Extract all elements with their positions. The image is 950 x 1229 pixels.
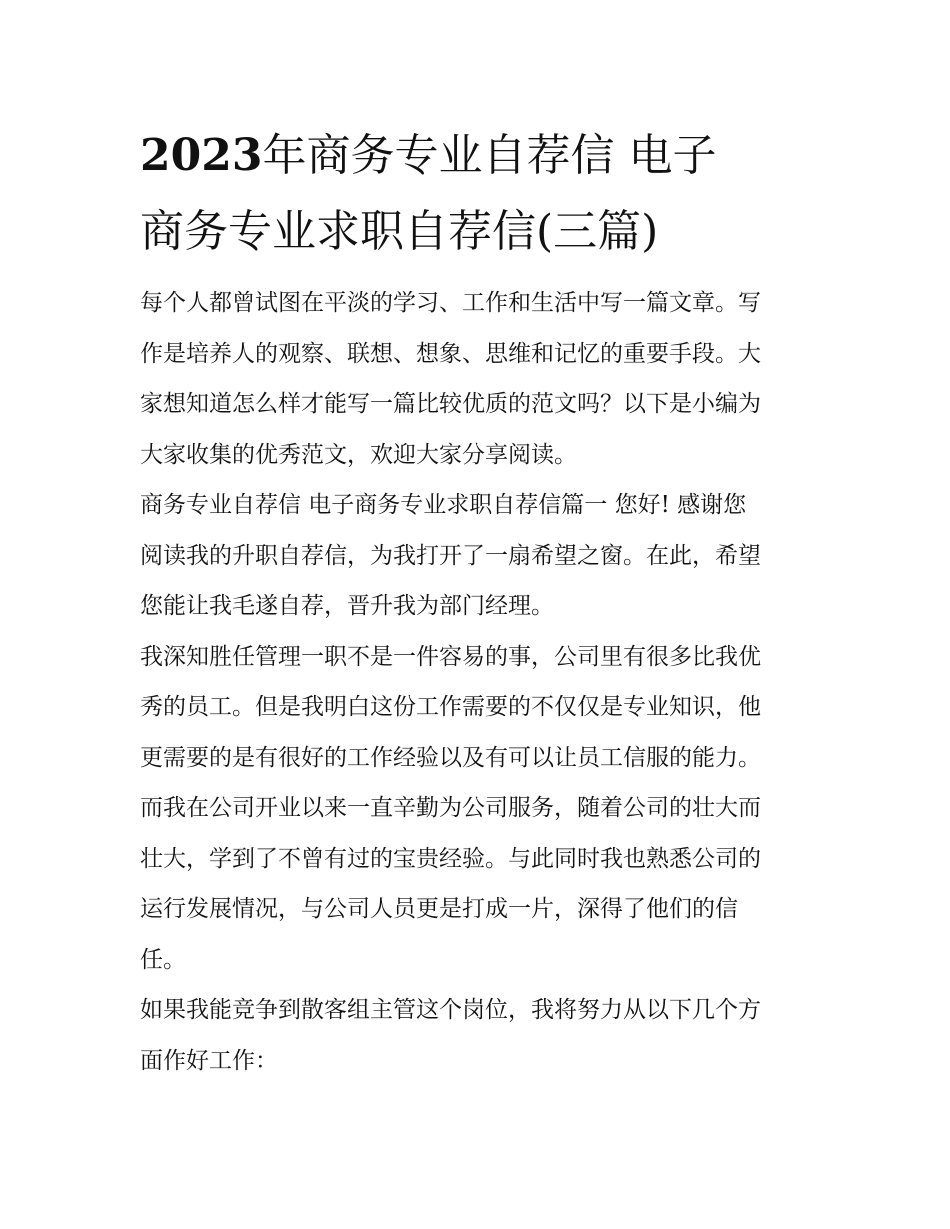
paragraph-line: 我深知胜任管理一职不是一件容易的事，公司里有很多比我优: [140, 643, 761, 670]
paragraph-plan: [140, 985, 820, 1086]
document-body: [140, 278, 820, 1086]
title-year: 2023: [140, 130, 263, 181]
title-line-1: [140, 118, 820, 194]
paragraph-line: 任。: [140, 946, 186, 973]
paragraph-line: 运行发展情况，与公司人员更是打成一片，深得了他们的信: [140, 896, 738, 922]
paragraph-line: 面作好工作：: [140, 1047, 278, 1074]
paragraph-line: 商务专业自荐信 电子商务专业求职自荐信篇一 您好! 感谢您: [140, 492, 747, 518]
paragraph-line: 秀的员工。但是我明白这份工作需要的不仅仅是专业知识，他: [140, 694, 761, 720]
paragraph-qualifications: [140, 632, 820, 986]
title-line-1-text: 年商务专业自荐信 电子: [262, 130, 717, 181]
paragraph-letter-opening: [140, 480, 820, 632]
paragraph-line: 更需要的是有很好的工作经验以及有可以让员工信服的能力。: [140, 744, 761, 771]
document-title: [140, 118, 820, 270]
paragraph-line: 壮大，学到了不曾有过的宝贵经验。与此同时我也熟悉公司的: [140, 845, 761, 872]
paragraph-line: 而我在公司开业以来一直辛勤为公司服务，随着公司的壮大而: [140, 795, 761, 821]
paragraph-line: 阅读我的升职自荐信，为我打开了一扇希望之窗。在此，希望: [140, 542, 761, 569]
paragraph-line: 如果我能竞争到散客组主管这个岗位，我将努力从以下几个方: [140, 997, 761, 1023]
paragraph-line: 家想知道怎么样才能写一篇比较优质的范文吗？以下是小编为: [140, 391, 761, 417]
paragraph-line: 您能让我毛遂自荐，晋升我为部门经理。: [140, 593, 554, 619]
paragraph-intro: [140, 278, 820, 480]
title-line-2: 商务专业求职自荐信(三篇): [140, 206, 659, 257]
paragraph-line: 作是培养人的观察、联想、想象、思维和记忆的重要手段。大: [140, 340, 761, 367]
paragraph-line: 每个人都曾试图在平淡的学习、工作和生活中写一篇文章。写: [140, 290, 761, 316]
paragraph-line: 大家收集的优秀范文，欢迎大家分享阅读。: [140, 441, 577, 468]
